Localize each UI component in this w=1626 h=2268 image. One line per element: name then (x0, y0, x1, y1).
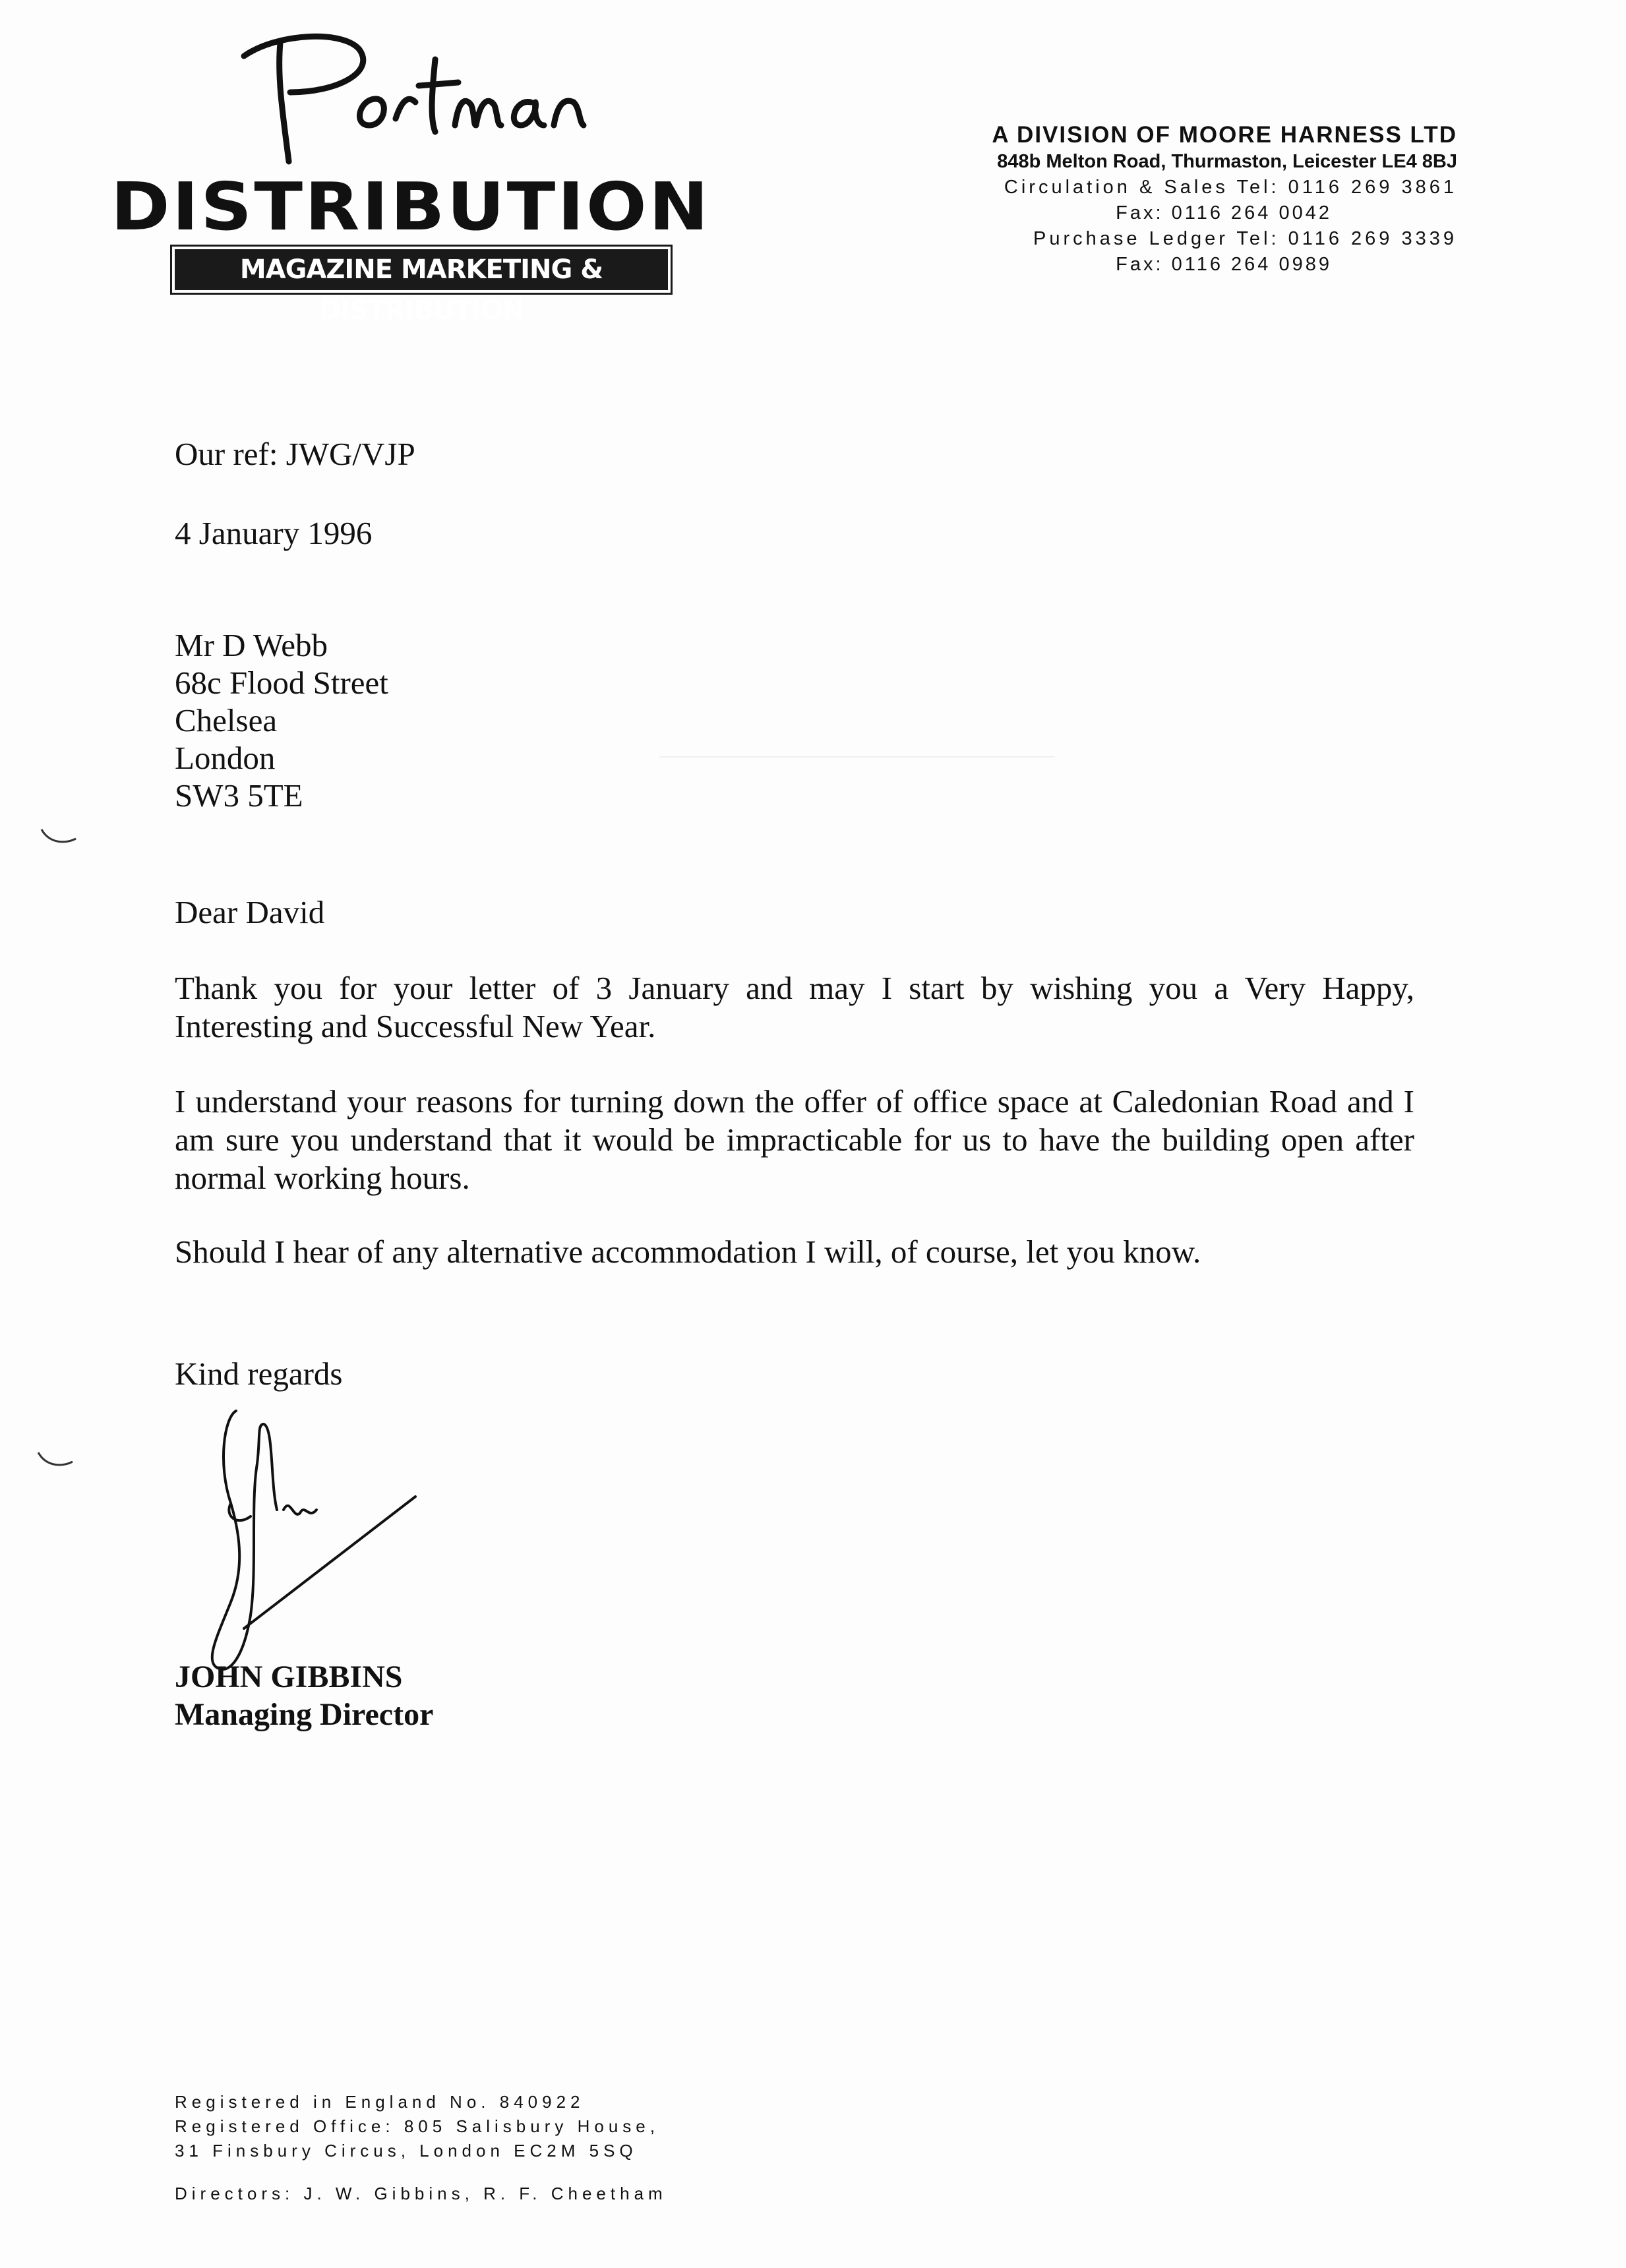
division-address: 848b Melton Road, Thurmaston, Leicester LE4 8BJ (997, 151, 1457, 172)
punch-hole-mark-lower (33, 1447, 79, 1474)
circulation-fax: Fax: 0116 264 0042 (1116, 202, 1332, 224)
registered-office-line2: 31 Finsbury Circus, London EC2M 5SQ (175, 2141, 638, 2161)
recipient-name: Mr D Webb (175, 627, 328, 663)
division-name: A DIVISION OF MOORE HARNESS LTD (992, 122, 1457, 148)
registration-number: Registered in England No. 840922 (175, 2092, 585, 2112)
fold-crease (659, 756, 1055, 758)
portman-script-logo (218, 20, 613, 171)
letter-date: 4 January 1996 (175, 515, 373, 551)
signatory-name: JOHN GIBBINS (175, 1659, 403, 1694)
recipient-postcode: SW3 5TE (175, 777, 303, 814)
recipient-address (175, 626, 388, 814)
purchase-fax: Fax: 0116 264 0989 (1116, 254, 1332, 275)
brand-tagline: MAGAZINE MARKETING & DISTRIBUTION (175, 249, 668, 290)
recipient-district: Chelsea (175, 702, 278, 738)
directors-list: Directors: J. W. Gibbins, R. F. Cheetham (175, 2184, 667, 2203)
closing: Kind regards (175, 1356, 343, 1392)
salutation: Dear David (175, 894, 325, 930)
brand-name: DISTRIBUTION (111, 168, 711, 245)
punch-hole-mark-upper (36, 824, 82, 850)
registered-office-line1: Registered Office: 805 Salisbury House, (175, 2116, 659, 2136)
body-paragraph-2: I understand your reasons for turning down the offer of office space at Caledonian Road and I am sure you understand that it would be impracticable for us to have the building open after normal working hours. (175, 1083, 1414, 1196)
company-registration-footer (175, 2090, 667, 2206)
body-paragraph-1: Thank you for your letter of 3 January and may I start by wishing you a Very Happy, Interesting and Successful New Year. (175, 970, 1414, 1044)
our-reference: Our ref: JWG/VJP (175, 436, 415, 472)
signatory-title: Managing Director (175, 1697, 434, 1732)
purchase-telephone: Purchase Ledger Tel: 0116 269 3339 (1033, 228, 1457, 249)
handwritten-signature (178, 1404, 442, 1675)
recipient-street: 68c Flood Street (175, 665, 388, 701)
division-contact-block (963, 122, 1457, 276)
signatory-block (175, 1658, 433, 1733)
circulation-telephone: Circulation & Sales Tel: 0116 269 3861 (1004, 177, 1457, 198)
recipient-city: London (175, 740, 276, 776)
body-paragraph-3: Should I hear of any alternative accommodation I will, of course, let you know. (175, 1234, 1201, 1270)
